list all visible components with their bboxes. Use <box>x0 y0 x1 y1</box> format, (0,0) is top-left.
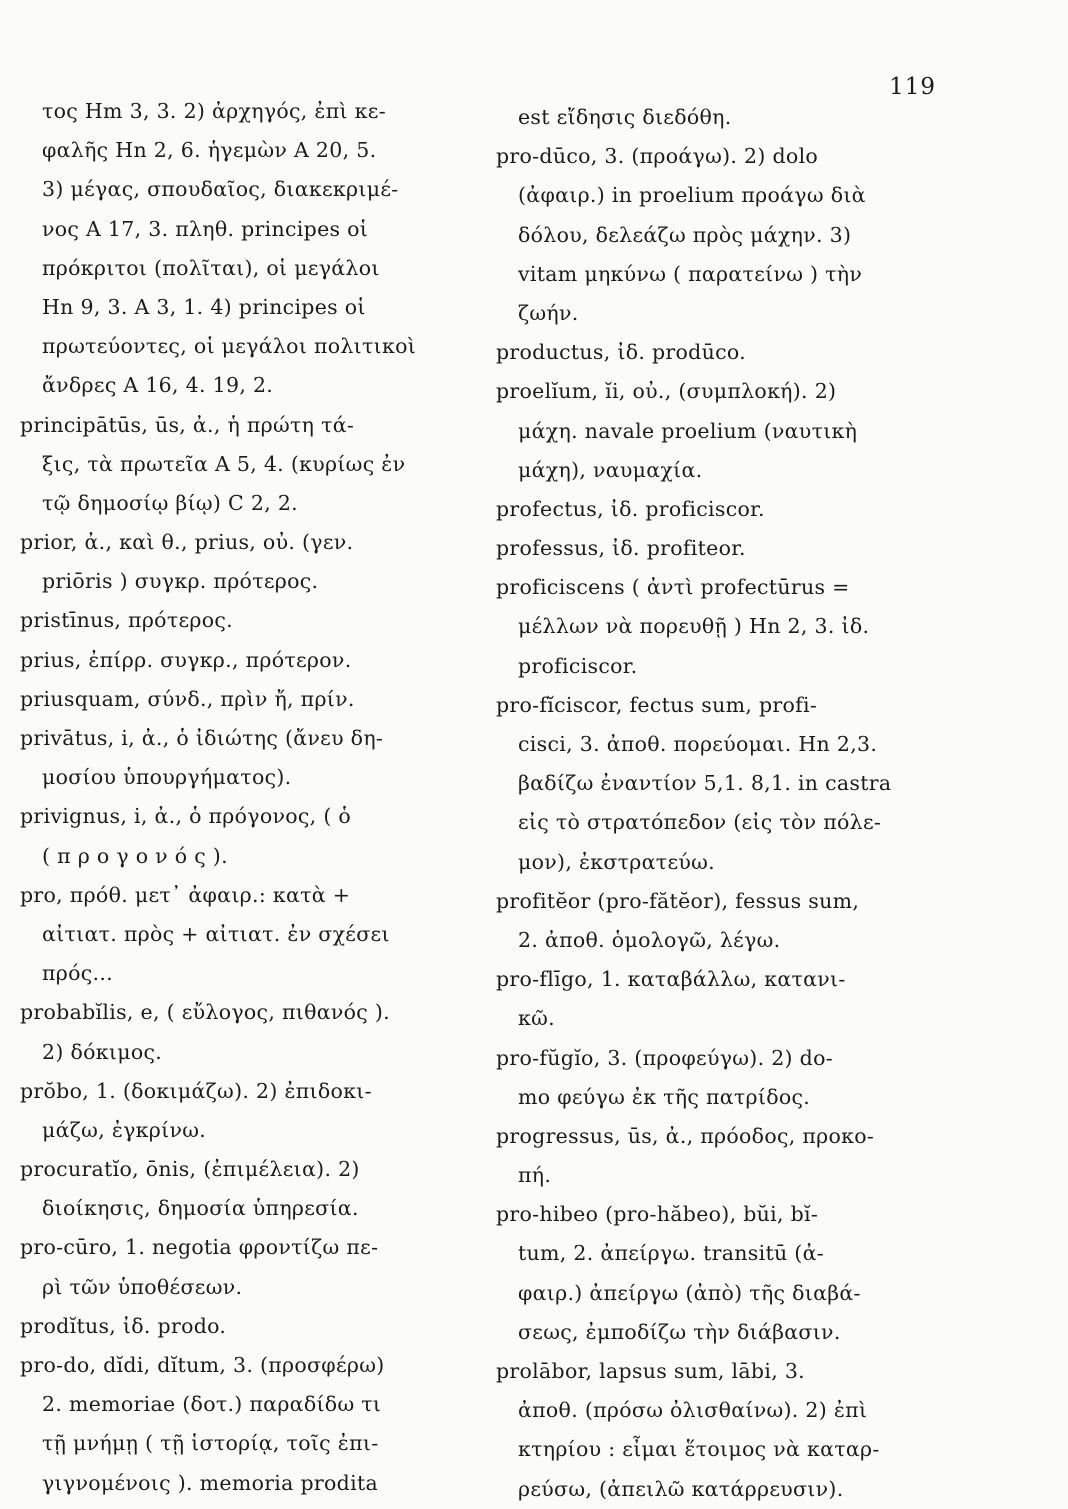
dictionary-line: pro-cūro, 1. negotia φροντίζω πε- <box>20 1235 379 1260</box>
dictionary-line: prolābor, lapsus sum, lābi, 3. <box>496 1359 805 1383</box>
dictionary-line: κτηρίου : εἶμαι ἕτοιμος νὰ καταρ- <box>518 1437 880 1462</box>
dictionary-line: Hn 9, 3. A 3, 1. 4) principes οἱ <box>42 294 366 319</box>
dictionary-line: τος Hm 3, 3. 2) ἀρχηγός, ἐπὶ κε- <box>42 99 386 123</box>
dictionary-line: est εἴδησις διεδόθη. <box>518 105 732 129</box>
page-number: 119 <box>889 74 936 100</box>
dictionary-line: professus, ἰδ. profiteor. <box>496 536 746 561</box>
dictionary-line: μον), ἐκστρατεύω. <box>518 849 715 874</box>
dictionary-line: βαδίζω ἐναντίον 5,1. 8,1. in castra <box>518 771 892 796</box>
dictionary-line: prodĭtus, ἰδ. prodo. <box>20 1313 227 1338</box>
dictionary-line: πή. <box>518 1163 552 1188</box>
dictionary-line: pro-do, dĭdi, dĭtum, 3. (προσφέρω) <box>20 1353 385 1377</box>
dictionary-line: tum, 2. ἀπείργω. transitū (ἀ- <box>518 1241 824 1266</box>
dictionary-line: μοσίου ὑπουργήματος). <box>42 765 292 790</box>
dictionary-line: progressus, ūs, ἀ., πρόοδος, προκο- <box>496 1123 875 1148</box>
dictionary-line: privātus, i, ἀ., ὁ ἰδιώτης (ἄνευ δη- <box>20 726 384 750</box>
dictionary-line: μάχη. navale proelium (ναυτικὴ <box>518 418 858 443</box>
dictionary-line: proficiscens ( ἀντὶ profectūrus = <box>496 575 850 600</box>
dictionary-line: pro-dūco, 3. (προάγω). 2) dolo <box>496 144 819 169</box>
dictionary-line: μάζω, ἐγκρίνω. <box>42 1117 207 1142</box>
dictionary-line: 2) δόκιμος. <box>42 1039 163 1064</box>
dictionary-line: δόλου, δελεάζω πρὸς μάχην. 3) <box>518 222 852 247</box>
dictionary-line: (ἀφαιρ.) in proelium προάγω διὰ <box>518 183 866 208</box>
dictionary-line: πρόκριτοι (πολῖται), οἱ μεγάλοι <box>42 255 380 280</box>
dictionary-line: procuratĭo, ōnis, (ἐπιμέλεια). 2) <box>20 1157 360 1182</box>
dictionary-line: σεως, ἐμποδίζω τὴν διάβασιν. <box>518 1319 841 1344</box>
dictionary-line: mo φεύγω ἐκ τῆς πατρίδος. <box>518 1084 811 1109</box>
dictionary-line: διοίκησις, δημοσία ὑπηρεσία. <box>42 1196 359 1221</box>
dictionary-line: pristīnus, πρότερος. <box>20 608 233 633</box>
dictionary-line: prŏbo, 1. (δοκιμάζω). 2) ἐπιδοκι- <box>20 1078 372 1103</box>
dictionary-line: ξις, τὰ πρωτεῖα A 5, 4. (κυρίως ἐν <box>42 451 406 476</box>
dictionary-line: 3) μέγας, σπουδαῖος, διακεκριμέ- <box>42 177 399 202</box>
dictionary-line: privignus, i, ἀ., ὁ πρόγονος, ( ὁ <box>20 804 352 829</box>
dictionary-line: productus, ἰδ. prodūco. <box>496 340 746 365</box>
dictionary-line: ἀποθ. (πρόσω ὀλισθαίνω). 2) ἐπὶ <box>518 1398 868 1423</box>
dictionary-line: vitam μηκύνω ( παρατείνω ) τὴν <box>518 261 863 286</box>
dictionary-line: φαλῆς Hn 2, 6. ἡγεμὼν A 20, 5. <box>42 138 377 163</box>
dictionary-line: proelĭum, ĭi, οὐ., (συμπλοκή). 2) <box>496 379 837 404</box>
dictionary-line: prior, ἀ., καὶ θ., prius, οὐ. (γεν. <box>20 530 354 555</box>
dictionary-line: ἄνδρες A 16, 4. 19, 2. <box>42 373 274 398</box>
dictionary-line: priusquam, σύνδ., πρὶν ἤ, πρίν. <box>20 686 355 711</box>
dictionary-line: prius, ἐπίρρ. συγκρ., πρότερον. <box>20 647 352 672</box>
left-column <box>20 92 460 1503</box>
dictionary-line: profectus, ἰδ. proficiscor. <box>496 496 765 521</box>
right-column <box>496 98 936 1509</box>
dictionary-line: τῇ μνήμῃ ( τῇ ἱστορίᾳ, τοῖς ἐπι- <box>42 1431 379 1456</box>
dictionary-line: probabĭlis, e, ( εὔλογος, πιθανός ). <box>20 1000 390 1025</box>
dictionary-line: γιγνομένοις ). memoria prodita <box>42 1470 379 1495</box>
dictionary-line: pro-fĭciscor, fectus sum, profi- <box>496 692 818 717</box>
dictionary-line: φαιρ.) ἀπείργω (ἀπὸ) τῆς διαβά- <box>518 1280 861 1305</box>
dictionary-line: 2. ἀποθ. ὁμολογῶ, λέγω. <box>518 927 781 952</box>
dictionary-line: principātūs, ūs, ἀ., ἡ πρώτη τά- <box>20 412 355 437</box>
dictionary-line: 2. memoriae (δοτ.) παραδίδω τι <box>42 1392 382 1417</box>
dictionary-line: ρὶ τῶν ὑποθέσεων. <box>42 1274 243 1299</box>
dictionary-line: ( π ρ ο γ ο ν ό ς ). <box>42 843 228 868</box>
dictionary-line: τῷ δημοσίῳ βίῳ) C 2, 2. <box>42 490 298 515</box>
dictionary-line: αἰτιατ. πρὸς + αἰτιατ. ἐν σχέσει <box>42 921 390 946</box>
dictionary-line: cisci, 3. ἀποθ. πορεύομαι. Hn 2,3. <box>518 732 878 756</box>
dictionary-line: εἰς τὸ στρατόπεδον (εἰς τὸν πόλε- <box>518 810 882 835</box>
dictionary-line: κῶ. <box>518 1006 555 1031</box>
dictionary-line: μάχη), ναυμαχία. <box>518 457 703 482</box>
dictionary-line: νος A 17, 3. πληθ. principes οἱ <box>42 216 369 241</box>
dictionary-line: priōris ) συγκρ. πρότερος. <box>42 569 319 594</box>
dictionary-line: profitĕor (pro-fătĕor), fessus sum, <box>496 888 860 913</box>
dictionary-line: πρός... <box>42 961 113 986</box>
dictionary-line: πρωτεύοντες, οἱ μεγάλοι πολιτικοὶ <box>42 334 417 359</box>
dictionary-line: ρεύσω, (ἀπειλῶ κατάρρευσιν). <box>518 1476 844 1501</box>
dictionary-line: μέλλων νὰ πορευθῇ ) Hn 2, 3. ἰδ. <box>518 614 870 639</box>
dictionary-line: pro-flīgo, 1. καταβάλλω, κατανι- <box>496 967 846 992</box>
dictionary-line: pro-hibeo (pro-hăbeo), bŭi, bĭ- <box>496 1202 819 1227</box>
dictionary-line: pro-fŭgĭo, 3. (προφεύγω). 2) do- <box>496 1045 833 1070</box>
dictionary-line: proficiscor. <box>518 653 638 678</box>
dictionary-line: ζωήν. <box>518 300 579 325</box>
dictionary-line: pro, πρόθ. μετ᾽ ἀφαιρ.: κατὰ + <box>20 882 351 907</box>
